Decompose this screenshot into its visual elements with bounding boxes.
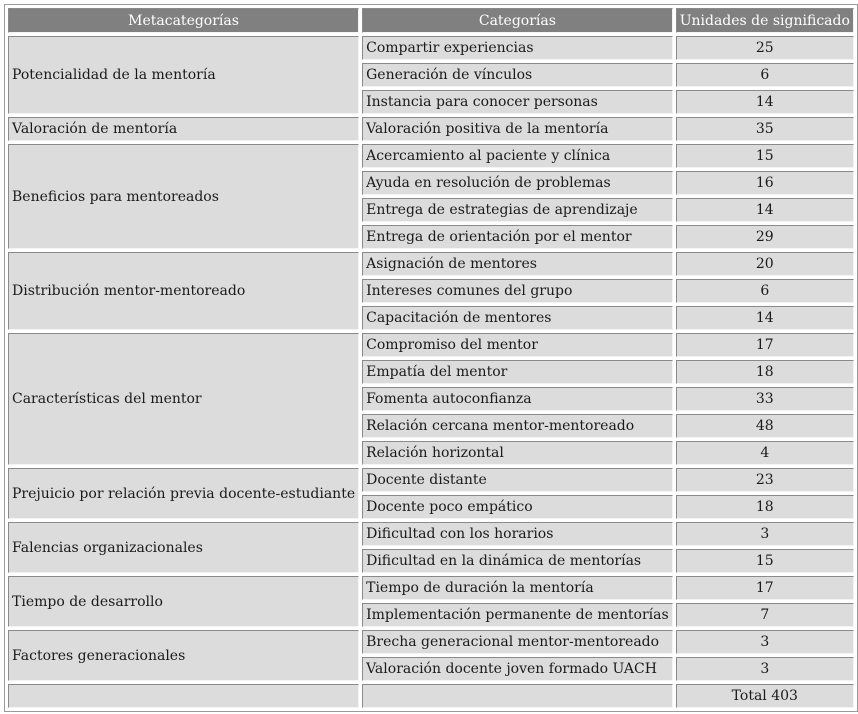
units-cell: 3 — [676, 522, 854, 546]
total-empty-cat — [362, 684, 673, 708]
units-cell: 48 — [676, 414, 854, 438]
category-cell: Entrega de orientación por el mentor — [362, 225, 673, 249]
category-cell: Ayuda en resolución de problemas — [362, 171, 673, 195]
category-cell: Docente poco empático — [362, 495, 673, 519]
table-row — [8, 576, 854, 600]
units-cell: 23 — [676, 468, 854, 492]
total-cell: Total 403 — [676, 684, 854, 708]
units-cell: 4 — [676, 441, 854, 465]
table-row — [8, 333, 854, 357]
category-cell: Fomenta autoconfianza — [362, 387, 673, 411]
category-cell: Dificultad con los horarios — [362, 522, 673, 546]
units-cell: 6 — [676, 279, 854, 303]
units-cell: 25 — [676, 36, 854, 60]
units-cell: 18 — [676, 495, 854, 519]
category-cell: Generación de vínculos — [362, 63, 673, 87]
category-cell: Relación horizontal — [362, 441, 673, 465]
category-cell: Asignación de mentores — [362, 252, 673, 276]
header-row — [8, 8, 854, 33]
units-cell: 17 — [676, 576, 854, 600]
category-cell: Empatía del mentor — [362, 360, 673, 384]
table-body — [8, 36, 854, 708]
metacategory-cell: Potencialidad de la mentoría — [8, 36, 359, 114]
table-row — [8, 630, 854, 654]
categories-table — [4, 4, 858, 712]
metacategory-cell: Prejuicio por relación previa docente-estudiante — [8, 468, 359, 519]
metacategory-cell: Valoración de mentoría — [8, 117, 359, 141]
units-cell: 18 — [676, 360, 854, 384]
category-cell: Dificultad en la dinámica de mentorías — [362, 549, 673, 573]
metacategory-cell: Distribución mentor-mentoreado — [8, 252, 359, 330]
category-cell: Tiempo de duración la mentoría — [362, 576, 673, 600]
table-row — [8, 117, 854, 141]
units-cell: 14 — [676, 90, 854, 114]
table-row — [8, 468, 854, 492]
units-cell: 33 — [676, 387, 854, 411]
category-cell: Entrega de estrategias de aprendizaje — [362, 198, 673, 222]
table-row — [8, 36, 854, 60]
units-cell: 3 — [676, 630, 854, 654]
metacategory-cell: Falencias organizacionales — [8, 522, 359, 573]
category-cell: Instancia para conocer personas — [362, 90, 673, 114]
units-cell: 35 — [676, 117, 854, 141]
table-row — [8, 522, 854, 546]
table-row — [8, 252, 854, 276]
metacategory-cell: Tiempo de desarrollo — [8, 576, 359, 627]
units-cell: 15 — [676, 144, 854, 168]
category-cell: Brecha generacional mentor-mentoreado — [362, 630, 673, 654]
category-cell: Acercamiento al paciente y clínica — [362, 144, 673, 168]
category-cell: Valoración positiva de la mentoría — [362, 117, 673, 141]
category-cell: Valoración docente joven formado UACH — [362, 657, 673, 681]
units-cell: 7 — [676, 603, 854, 627]
category-cell: Relación cercana mentor-mentoreado — [362, 414, 673, 438]
category-cell: Intereses comunes del grupo — [362, 279, 673, 303]
total-row — [8, 684, 854, 708]
units-cell: 20 — [676, 252, 854, 276]
units-cell: 29 — [676, 225, 854, 249]
units-cell: 17 — [676, 333, 854, 357]
category-cell: Compartir experiencias — [362, 36, 673, 60]
header-categorias: Categorías — [362, 8, 673, 33]
category-cell: Capacitación de mentores — [362, 306, 673, 330]
units-cell: 16 — [676, 171, 854, 195]
metacategory-cell: Características del mentor — [8, 333, 359, 465]
header-unidades: Unidades de significado — [676, 8, 854, 33]
units-cell: 14 — [676, 306, 854, 330]
units-cell: 3 — [676, 657, 854, 681]
header-metacategorias: Metacategorías — [8, 8, 359, 33]
total-empty-meta — [8, 684, 359, 708]
table-row — [8, 144, 854, 168]
units-cell: 15 — [676, 549, 854, 573]
metacategory-cell: Beneficios para mentoreados — [8, 144, 359, 249]
metacategory-cell: Factores generacionales — [8, 630, 359, 681]
units-cell: 14 — [676, 198, 854, 222]
category-cell: Compromiso del mentor — [362, 333, 673, 357]
category-cell: Docente distante — [362, 468, 673, 492]
units-cell: 6 — [676, 63, 854, 87]
category-cell: Implementación permanente de mentorías — [362, 603, 673, 627]
